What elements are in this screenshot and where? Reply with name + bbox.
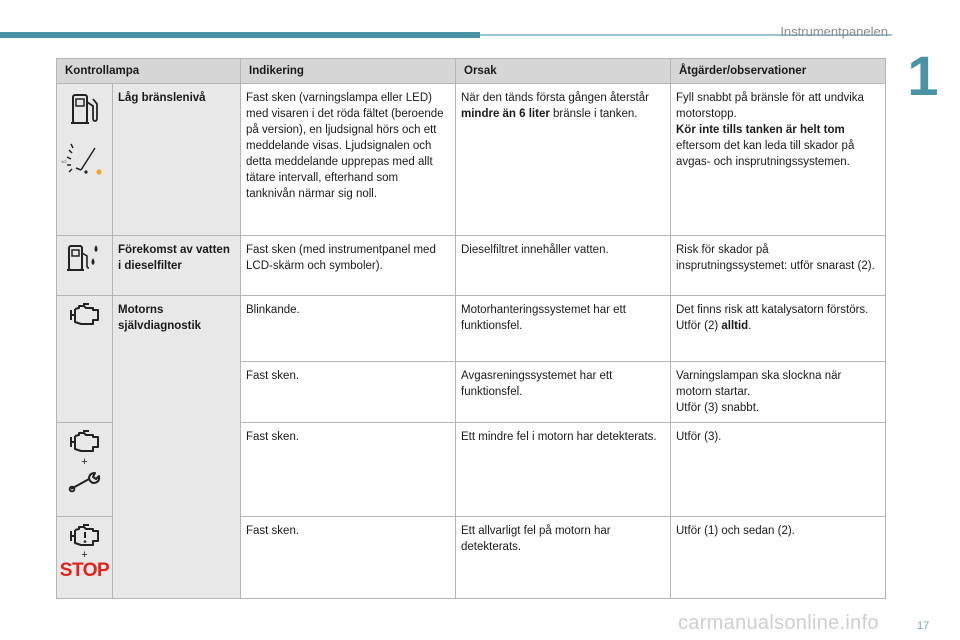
icon-cell <box>57 517 113 599</box>
icon-cell <box>57 84 113 236</box>
cause-text: Ett mindre fel i motorn har detekterats. <box>456 423 671 517</box>
engine-icon <box>67 429 103 455</box>
warning-lamp-table <box>56 58 886 599</box>
svg-text:1/2: 1/2 <box>60 159 67 164</box>
section-title: Instrumentpanelen <box>780 24 888 39</box>
indication-text: Fast sken (varningslampa eller LED) med visaren i det röda fältet (beroende på version), en ljudsignal hörs och ett meddelande visas. Ljudsignalen och detta meddelande upprepas med allt tätare intervall, efterhand som tanknivån närmar sig noll. <box>241 84 456 236</box>
plus-sign: + <box>81 456 88 468</box>
column-header: Åtgärder/observationer <box>671 59 886 84</box>
action-text: Utför (1) och sedan (2). <box>671 517 886 599</box>
lamp-name: Låg bränslenivå <box>113 84 241 236</box>
watermark: carmanualsonline.info <box>678 612 879 634</box>
engine-warning-icon <box>67 523 103 549</box>
indication-text: Blinkande. <box>241 296 456 362</box>
stop-icon <box>57 561 112 581</box>
fuel-pump-icon <box>68 90 102 128</box>
fuel-gauge-icon <box>61 138 109 178</box>
icon-cell <box>57 423 113 517</box>
column-header: Kontrollampa <box>57 59 241 84</box>
action-text: Risk för skador på insprutningssystemet: utför snarast (2). <box>671 236 886 296</box>
indication-text: Fast sken. <box>241 517 456 599</box>
action-text: Fyll snabbt på bränsle för att undvika motorstopp. Kör inte tills tanken är helt tom eftersom det kan leda till skador på avgas- och insprutningssystemen. <box>671 84 886 236</box>
water-in-diesel-icon <box>65 242 105 274</box>
indication-text: Fast sken. <box>241 362 456 423</box>
column-header: Indikering <box>241 59 456 84</box>
cause-text: Motorhanteringssystemet har ett funktionsfel. <box>456 296 671 362</box>
action-text: Utför (3). <box>671 423 886 517</box>
wrench-icon <box>67 471 103 493</box>
cause-text: Dieselfiltret innehåller vatten. <box>456 236 671 296</box>
cause-text: Avgasreningssystemet har ett funktionsfel. <box>456 362 671 423</box>
indication-text: Fast sken. <box>241 423 456 517</box>
cause-text: När den tänds första gången återstår mindre än 6 liter bränsle i tanken. <box>456 84 671 236</box>
icon-cell <box>57 296 113 423</box>
lamp-name: Motorns självdiagnostik <box>113 296 241 599</box>
icon-cell <box>57 236 113 296</box>
table-row <box>57 84 886 236</box>
table-header-row <box>57 59 886 84</box>
page-number: 17 <box>917 620 930 632</box>
cause-text: Ett allvarligt fel på motorn har detekterats. <box>456 517 671 599</box>
indication-text: Fast sken (med instrumentpanel med LCD-skärm och symboler). <box>241 236 456 296</box>
lamp-name: Förekomst av vatten i dieselfilter <box>113 236 241 296</box>
chapter-number: 1 <box>907 44 939 107</box>
action-text: Det finns risk att katalysatorn förstörs. Utför (2) alltid. <box>671 296 886 362</box>
action-text: Varningslampan ska slockna när motorn startar. Utför (3) snabbt. <box>671 362 886 423</box>
column-header: Orsak <box>456 59 671 84</box>
plus-sign: + <box>81 549 88 561</box>
engine-icon <box>67 302 103 328</box>
table-row <box>57 296 886 362</box>
table-row <box>57 236 886 296</box>
stop-label: STOP <box>59 560 110 581</box>
header-accent-bar <box>0 32 480 38</box>
